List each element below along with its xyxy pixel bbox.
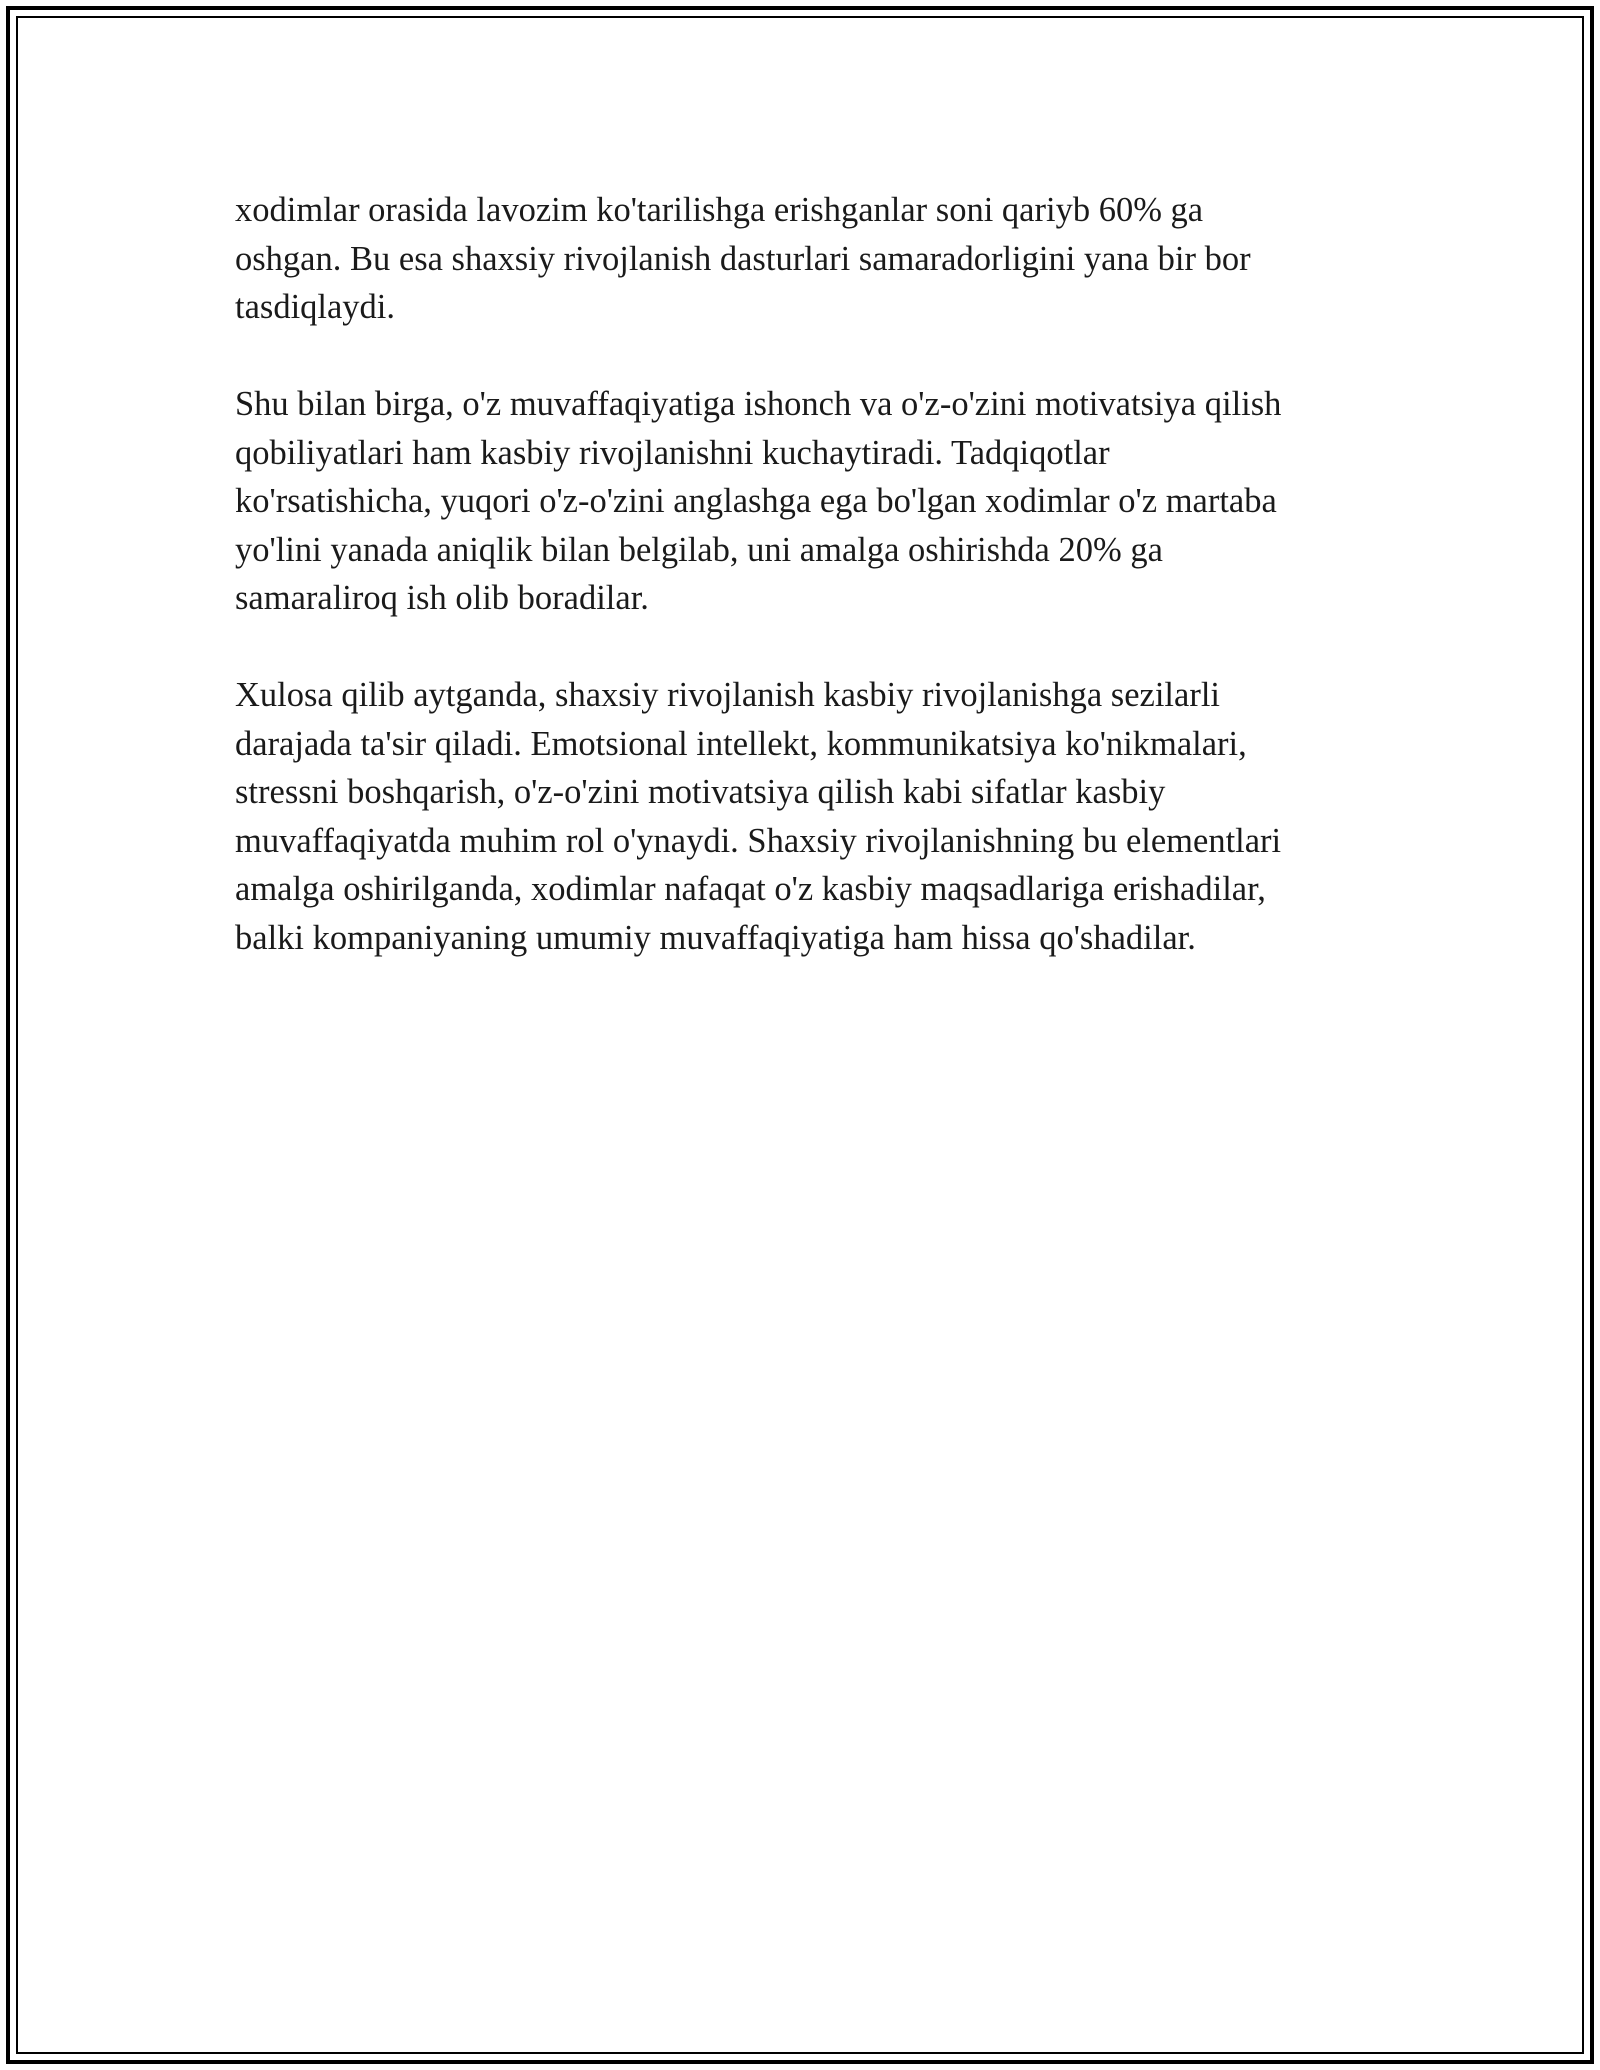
paragraph-1: xodimlar orasida lavozim ko'tarilishga erishganlar soni qariyb 60% ga oshgan. Bu esa shaxsiy rivojlanish dasturlari samaradorligini yana bir bor tasdiqlaydi. [235,191,1251,326]
paragraph-3: Xulosa qilib aytganda, shaxsiy rivojlanish kasbiy rivojlanishga sezilarli darajada ta'sir qiladi. Emotsional intellekt, kommunikatsiya ko'nikmalari, stressni boshqarish, o'z-o'zini motivatsiya qilish kabi sifatlar kasbiy muvaffaqiyatda muhim rol o'ynaydi. Shaxsiy rivojlanishning bu elementlari amalga oshirilganda, xodimlar nafaqat o'z kasbiy maqsadlariga erishadilar, balki kompaniyaning umumiy muvaffaqiyatiga ham hissa qo'shadilar. [235,676,1282,957]
document-body [235,186,1365,1011]
paragraph-2: Shu bilan birga, o'z muvaffaqiyatiga ishonch va o'z-o'zini motivatsiya qilish qobiliyatlari ham kasbiy rivojlanishni kuchaytiradi. Tadqiqotlar ko'rsatishicha, yuqori o'z-o'zini anglashga ega bo'lgan xodimlar o'z martaba yo'lini yanada aniqlik bilan belgilab, uni amalga oshirishda 20% ga samaraliroq ish olib boradilar. [235,385,1282,617]
